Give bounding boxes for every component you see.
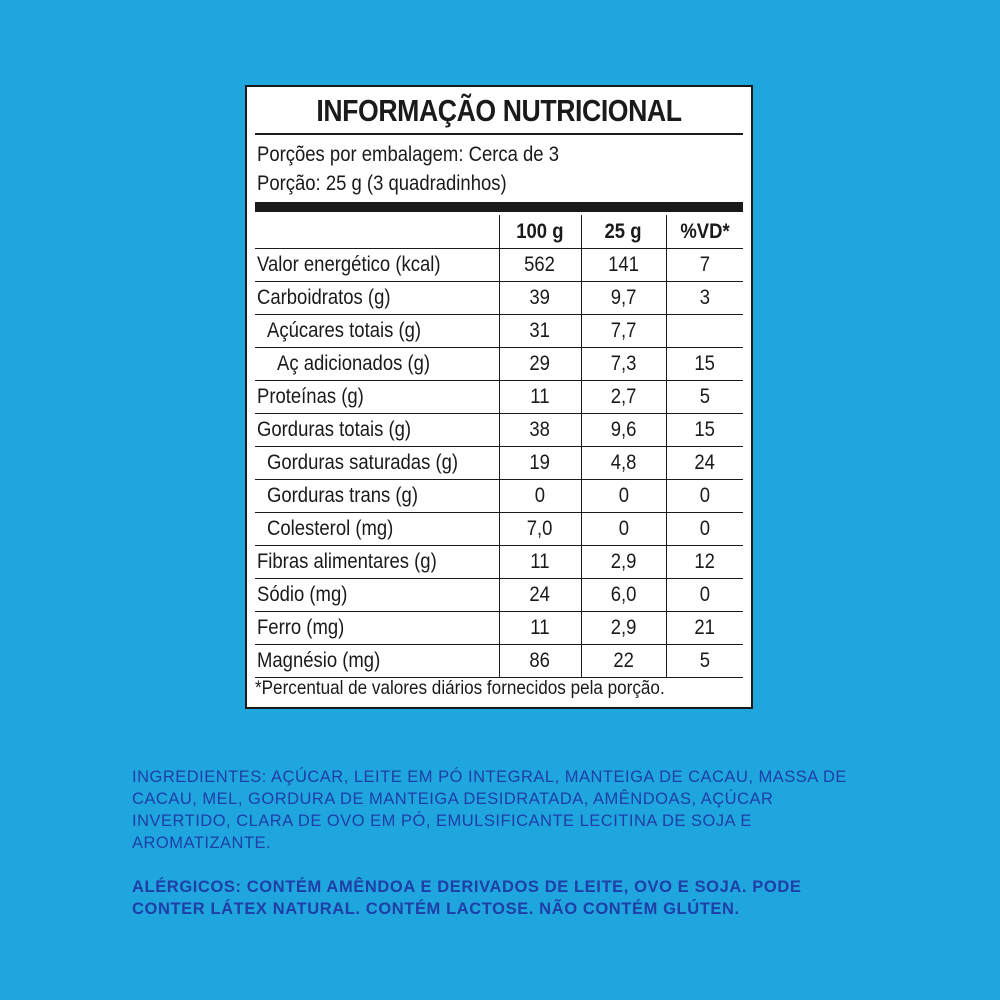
value-vd: 21 (694, 616, 716, 639)
value-vd-cell (666, 414, 743, 447)
value-vd-cell (666, 249, 743, 282)
table-header-row (255, 215, 743, 249)
value-100g: 0 (534, 484, 546, 507)
value-vd-cell (666, 282, 743, 315)
table-row (255, 315, 743, 348)
nutrient-name: Ferro (mg) (257, 616, 345, 639)
table-row (255, 612, 743, 645)
nutrient-name-cell (255, 249, 499, 282)
nutrient-name-cell (255, 579, 499, 612)
value-vd: 3 (699, 286, 710, 309)
value-vd-cell (666, 447, 743, 480)
value-100g: 86 (529, 649, 551, 672)
value-100g: 38 (529, 418, 551, 441)
table-row (255, 348, 743, 381)
value-vd: 24 (694, 451, 716, 474)
value-100g-cell (499, 315, 581, 348)
value-100g-cell (499, 381, 581, 414)
value-25g: 9,7 (610, 286, 637, 309)
value-100g-cell (499, 249, 581, 282)
value-25g-cell (581, 414, 666, 447)
value-100g-cell (499, 447, 581, 480)
value-25g: 9,6 (610, 418, 637, 441)
value-vd-cell (666, 546, 743, 579)
value-25g: 22 (613, 649, 634, 672)
value-25g: 2,9 (610, 616, 637, 639)
value-100g: 562 (524, 253, 556, 276)
value-vd-cell (666, 381, 743, 414)
value-100g: 11 (530, 385, 550, 408)
value-25g: 0 (618, 484, 629, 507)
value-25g: 4,8 (610, 451, 637, 474)
nutrient-name-cell (255, 381, 499, 414)
label-footnote: *Percentual de valores diários fornecidos pela porção. (255, 678, 665, 699)
value-vd: 0 (699, 484, 710, 507)
value-vd: 0 (699, 583, 710, 606)
value-100g: 7,0 (527, 517, 553, 540)
nutrient-name: Gorduras totais (g) (257, 418, 412, 441)
value-25g-cell (581, 480, 666, 513)
value-25g: 7,3 (610, 352, 637, 375)
value-25g-cell (581, 546, 666, 579)
value-vd-cell (666, 513, 743, 546)
nutrient-name: Proteínas (g) (257, 385, 364, 408)
value-vd-cell (666, 480, 743, 513)
value-100g: 29 (529, 352, 551, 375)
table-row (255, 249, 743, 282)
nutrition-facts-label (245, 85, 753, 709)
value-25g-cell (581, 249, 666, 282)
nutrient-name: Fibras alimentares (g) (257, 550, 437, 573)
value-25g-cell (581, 645, 666, 678)
value-25g: 141 (608, 253, 639, 276)
header-cell-25g: 25 g (581, 215, 666, 249)
value-100g-cell (499, 480, 581, 513)
value-100g-cell (499, 348, 581, 381)
value-25g-cell (581, 315, 666, 348)
nutrient-name-cell (255, 513, 499, 546)
value-vd-cell (666, 612, 743, 645)
nutrient-name: Magnésio (mg) (257, 649, 381, 672)
value-100g-cell (499, 282, 581, 315)
table-row (255, 645, 743, 678)
nutrition-table (255, 215, 743, 678)
table-row (255, 579, 743, 612)
table-row (255, 381, 743, 414)
value-100g-cell (499, 546, 581, 579)
nutrient-name: Colesterol (mg) (267, 517, 394, 540)
value-vd: 5 (699, 385, 710, 408)
value-25g-cell (581, 282, 666, 315)
nutrient-name-cell (255, 282, 499, 315)
value-vd-cell (666, 645, 743, 678)
value-25g-cell (581, 579, 666, 612)
nutrient-name: Valor energético (kcal) (257, 253, 441, 276)
header-cell-vd: %VD* (666, 215, 743, 249)
table-row (255, 546, 743, 579)
nutrient-name: Gorduras trans (g) (267, 484, 418, 507)
value-25g: 2,9 (610, 550, 637, 573)
value-25g-cell (581, 381, 666, 414)
ingredients-text: INGREDIENTES: AÇÚCAR, LEITE EM PÓ INTEGRAL, MANTEIGA DE CACAU, MASSA DE CACAU, MEL, GORDURA DE MANTEIGA DESIDRATADA, AMÊNDOAS, AÇÚCAR INVERTIDO, CLARA DE OVO EM PÓ, EMULSIFICANTE LECITINA DE SOJA E AROMATIZANTE. (132, 768, 847, 852)
nutrient-name-cell (255, 612, 499, 645)
value-100g: 24 (529, 583, 551, 606)
table-row (255, 480, 743, 513)
servings-per-package: Porções por embalagem: Cerca de 3 (257, 143, 560, 166)
serving-size: Porção: 25 g (3 quadradinhos) (257, 172, 507, 195)
value-100g: 11 (530, 550, 550, 573)
nutrient-name-cell (255, 348, 499, 381)
value-vd-cell (666, 348, 743, 381)
value-100g: 11 (530, 616, 550, 639)
nutrient-name-cell (255, 546, 499, 579)
value-vd: 0 (699, 517, 710, 540)
table-row (255, 513, 743, 546)
title-divider (255, 133, 743, 135)
value-100g: 19 (529, 451, 551, 474)
value-vd: 15 (694, 418, 716, 441)
value-100g: 39 (529, 286, 551, 309)
value-25g-cell (581, 612, 666, 645)
value-25g: 7,7 (610, 319, 637, 342)
value-25g-cell (581, 348, 666, 381)
nutrient-name: Carboidratos (g) (257, 286, 391, 309)
value-100g-cell (499, 579, 581, 612)
table-row (255, 414, 743, 447)
value-100g: 31 (529, 319, 551, 342)
value-vd: 5 (699, 649, 710, 672)
header-cell-empty (255, 215, 499, 249)
value-100g-cell (499, 645, 581, 678)
thick-divider (255, 202, 743, 212)
value-vd: 15 (694, 352, 716, 375)
value-vd-cell (666, 579, 743, 612)
header-cell-100g: 100 g (499, 215, 581, 249)
value-25g-cell (581, 447, 666, 480)
value-100g-cell (499, 513, 581, 546)
value-vd: 12 (694, 550, 716, 573)
value-vd-cell (666, 315, 743, 348)
value-25g: 2,7 (610, 385, 637, 408)
nutrient-name: Aç adicionados (g) (277, 352, 431, 375)
value-100g-cell (499, 612, 581, 645)
nutrient-name: Gorduras saturadas (g) (267, 451, 459, 474)
allergens-text: ALÉRGICOS: CONTÉM AMÊNDOA E DERIVADOS DE LEITE, OVO E SOJA. PODE CONTER LÁTEX NATURAL. CONTÉM LACTOSE. NÃO CONTÉM GLÚTEN. (132, 878, 802, 918)
table-row (255, 282, 743, 315)
nutrient-name-cell (255, 645, 499, 678)
value-vd: 7 (699, 253, 710, 276)
nutrient-name-cell (255, 480, 499, 513)
table-row (255, 447, 743, 480)
nutrient-name-cell (255, 315, 499, 348)
value-25g: 6,0 (610, 583, 637, 606)
value-25g-cell (581, 513, 666, 546)
value-25g: 0 (618, 517, 629, 540)
value-100g-cell (499, 414, 581, 447)
nutrient-name-cell (255, 447, 499, 480)
nutrient-name: Sódio (mg) (257, 583, 348, 606)
label-title: INFORMAÇÃO NUTRICIONAL (316, 93, 682, 128)
nutrient-name: Açúcares totais (g) (267, 319, 422, 342)
nutrient-name-cell (255, 414, 499, 447)
